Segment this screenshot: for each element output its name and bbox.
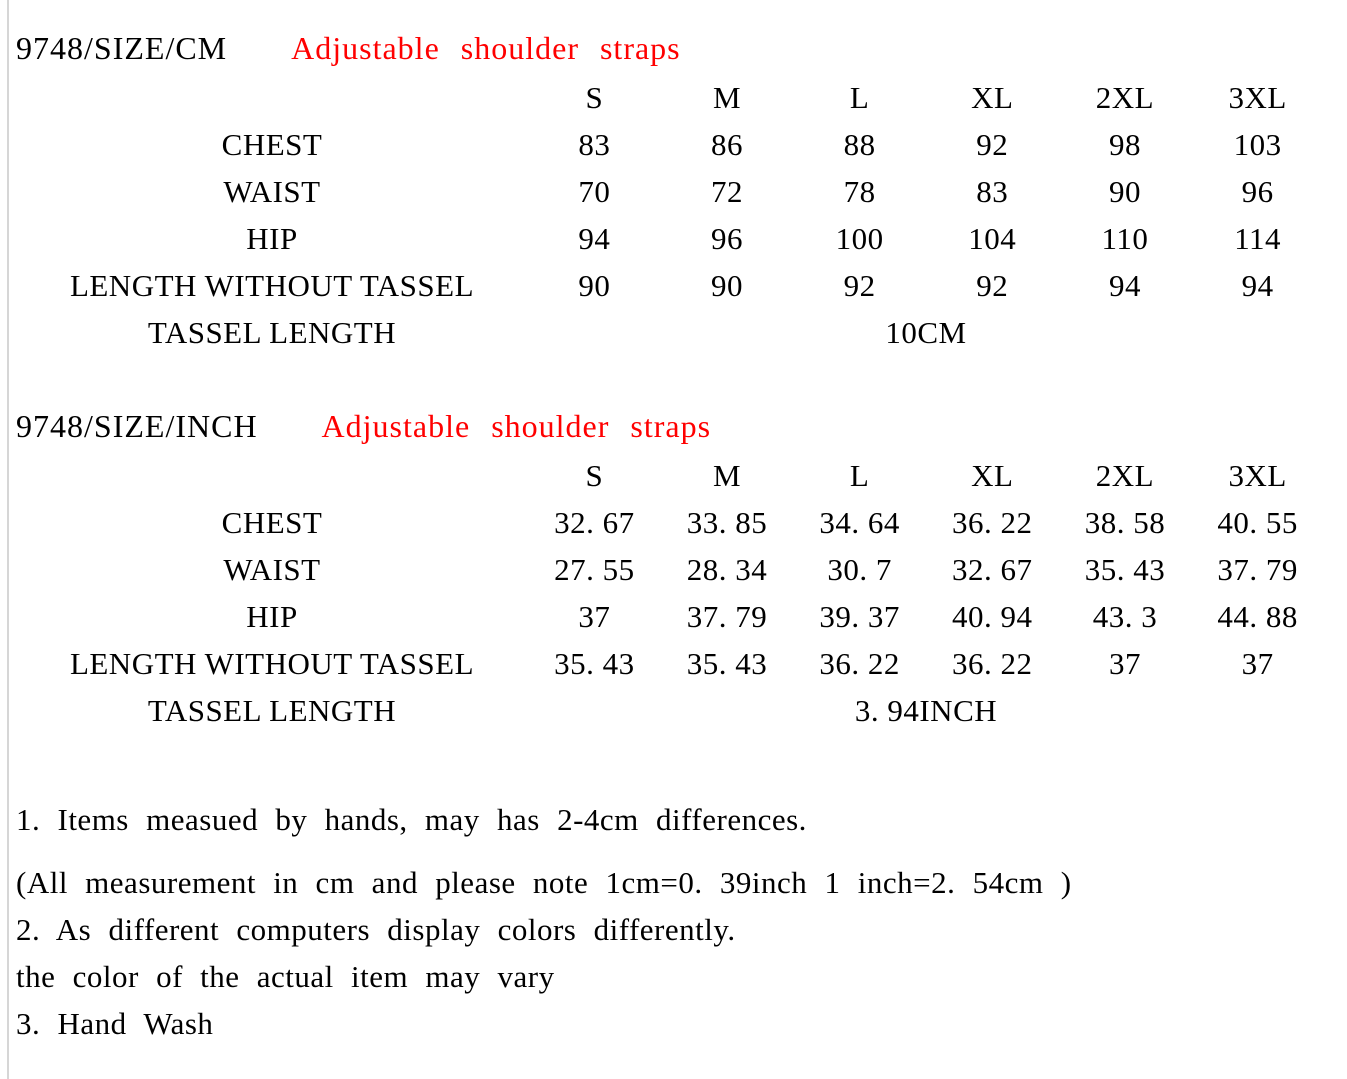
measurement-value: 40. 55 <box>1217 504 1298 540</box>
size-section-cm <box>16 22 1347 356</box>
measurement-value: 28. 34 <box>686 551 768 587</box>
measurement-row <box>16 640 1324 687</box>
measurement-value: 78 <box>843 173 876 209</box>
size-table-inch <box>16 452 1324 734</box>
measurement-row-span <box>16 309 1324 356</box>
measurement-value: 72 <box>710 173 743 209</box>
size-column-header: S <box>585 79 604 115</box>
measurement-label: TASSEL LENGTH <box>147 314 397 350</box>
measurement-label: LENGTH WITHOUT TASSEL <box>69 645 475 681</box>
measurement-value: 94 <box>578 220 611 256</box>
measurement-value: 32. 67 <box>554 504 635 540</box>
size-column-header: M <box>712 457 742 493</box>
size-column-header: XL <box>971 457 1014 493</box>
measurement-span-value: 3. 94INCH <box>854 692 998 728</box>
measurement-value: 86 <box>710 126 743 162</box>
measurement-label: TASSEL LENGTH <box>147 692 397 728</box>
measurement-value: 92 <box>976 126 1009 162</box>
measurement-row <box>16 121 1324 168</box>
measurement-value: 27. 55 <box>554 551 635 587</box>
measurement-value: 92 <box>843 267 876 303</box>
measurement-row-span <box>16 687 1324 734</box>
notes-section <box>16 796 1347 1047</box>
size-column-spacer <box>16 74 528 121</box>
table-title-row <box>16 400 1347 452</box>
measurement-value: 38. 58 <box>1084 504 1166 540</box>
measurement-value: 37. 79 <box>686 598 768 634</box>
measurement-value: 92 <box>976 267 1009 303</box>
measurement-value: 37 <box>578 598 611 634</box>
measurement-row <box>16 546 1324 593</box>
measurement-value: 94 <box>1108 267 1141 303</box>
note-line: the color of the actual item may vary <box>16 959 555 994</box>
measurement-value: 90 <box>578 267 611 303</box>
measurement-value: 36. 22 <box>952 504 1033 540</box>
measurement-value: 36. 22 <box>952 645 1033 681</box>
size-column-header: S <box>585 457 604 493</box>
measurement-span-value: 10CM <box>885 314 967 350</box>
size-column-spacer <box>16 452 528 499</box>
measurement-value: 34. 64 <box>819 504 900 540</box>
measurement-value: 90 <box>1108 173 1141 209</box>
measurement-value: 35. 43 <box>554 645 635 681</box>
note-line: 3. Hand Wash <box>16 1006 214 1041</box>
size-section-inch <box>16 400 1347 734</box>
measurement-value: 40. 94 <box>952 598 1033 634</box>
table-title-row <box>16 22 1347 74</box>
measurement-value: 90 <box>710 267 743 303</box>
measurement-value: 32. 67 <box>952 551 1033 587</box>
size-column-header: L <box>849 457 870 493</box>
measurement-value: 30. 7 <box>827 551 892 587</box>
measurement-value: 103 <box>1233 126 1282 162</box>
measurement-value: 36. 22 <box>819 645 900 681</box>
table-title-cm: 9748/SIZE/CM <box>16 30 228 66</box>
table-subtitle-inch: Adjustable shoulder straps <box>321 408 712 444</box>
measurement-value: 37 <box>1241 645 1274 681</box>
measurement-value: 98 <box>1108 126 1141 162</box>
size-column-header: L <box>849 79 870 115</box>
measurement-row <box>16 215 1324 262</box>
measurement-label: WAIST <box>223 173 321 209</box>
size-header-row <box>16 452 1324 499</box>
note-line: 1. Items measued by hands, may has 2-4cm differences. <box>16 802 807 837</box>
size-column-header: 2XL <box>1095 457 1155 493</box>
measurement-row <box>16 168 1324 215</box>
measurement-label: HIP <box>246 598 298 634</box>
measurement-value: 37 <box>1108 645 1141 681</box>
size-table-cm <box>16 74 1324 356</box>
measurement-value: 39. 37 <box>819 598 900 634</box>
measurement-value: 94 <box>1241 267 1274 303</box>
size-column-header: 3XL <box>1228 79 1287 115</box>
measurement-value: 96 <box>710 220 743 256</box>
measurement-label: HIP <box>246 220 298 256</box>
measurement-value: 83 <box>976 173 1009 209</box>
measurement-row <box>16 499 1324 546</box>
table-title-inch: 9748/SIZE/INCH <box>16 408 258 444</box>
size-column-header: M <box>712 79 742 115</box>
measurement-value: 35. 43 <box>1084 551 1166 587</box>
measurement-value: 37. 79 <box>1217 551 1298 587</box>
measurement-label: LENGTH WITHOUT TASSEL <box>69 267 475 303</box>
size-header-row <box>16 74 1324 121</box>
measurement-value: 100 <box>835 220 884 256</box>
measurement-label: WAIST <box>223 551 321 587</box>
measurement-value: 43. 3 <box>1092 598 1158 634</box>
measurement-row <box>16 593 1324 640</box>
measurement-value: 33. 85 <box>686 504 768 540</box>
measurement-value: 35. 43 <box>686 645 768 681</box>
measurement-value: 88 <box>843 126 876 162</box>
measurement-label: CHEST <box>221 126 323 162</box>
measurement-value: 96 <box>1241 173 1274 209</box>
note-line: (All measurement in cm and please note 1cm=0. 39inch 1 inch=2. 54cm ) <box>16 865 1072 900</box>
measurement-value: 104 <box>968 220 1017 256</box>
measurement-label: CHEST <box>221 504 323 540</box>
measurement-value: 83 <box>578 126 611 162</box>
table-subtitle-cm: Adjustable shoulder straps <box>291 30 681 66</box>
size-column-header: 3XL <box>1228 457 1287 493</box>
measurement-row <box>16 262 1324 309</box>
measurement-value: 110 <box>1101 220 1149 256</box>
measurement-value: 114 <box>1234 220 1282 256</box>
measurement-value: 44. 88 <box>1217 598 1298 634</box>
size-column-header: 2XL <box>1095 79 1155 115</box>
measurement-value: 70 <box>578 173 611 209</box>
size-column-header: XL <box>971 79 1014 115</box>
note-line: 2. As different computers display colors differently. <box>16 912 736 947</box>
